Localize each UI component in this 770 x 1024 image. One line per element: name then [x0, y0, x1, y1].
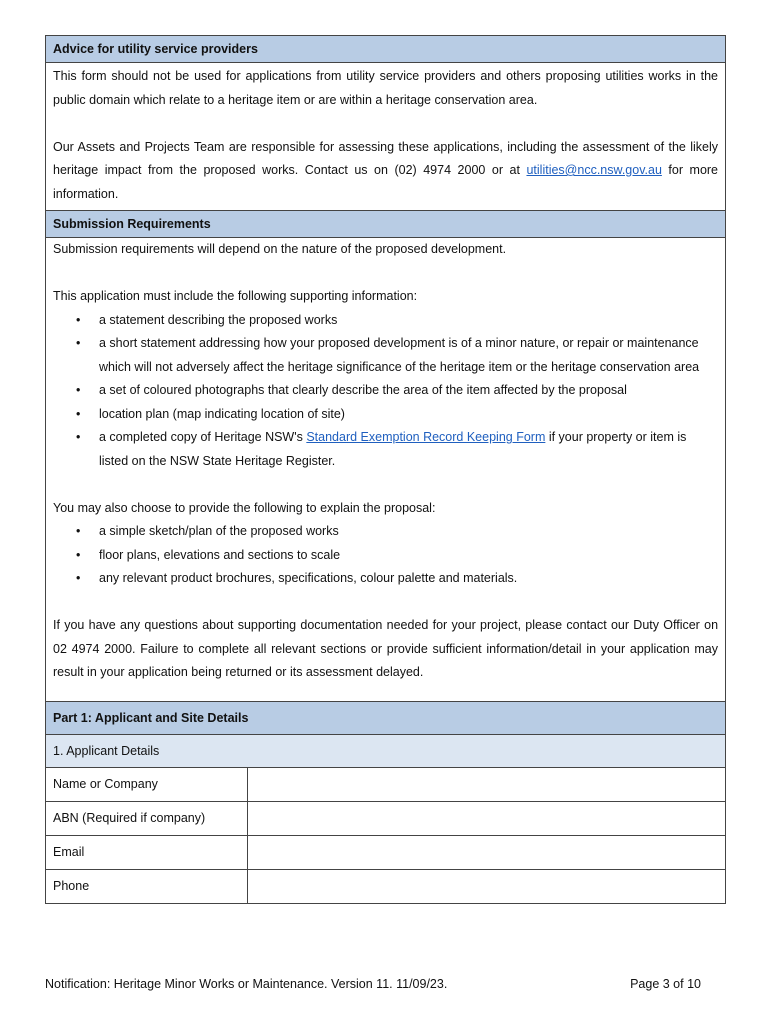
part1-heading: Part 1: Applicant and Site Details [46, 701, 726, 734]
list-item-text-end: if your property or item is listed on the NSW State Heritage Register. [99, 430, 687, 468]
footer-document-info: Notification: Heritage Minor Works or Maintenance. Version 11. 11/09/23. [45, 977, 448, 991]
submission-heading: Submission Requirements [46, 211, 726, 238]
advice-body [46, 63, 726, 211]
applicant-details-heading: 1. Applicant Details [46, 734, 726, 767]
advice-paragraph-2 [53, 136, 718, 207]
must-include-intro: This application must include the following supporting information: [53, 289, 418, 303]
abn-label: ABN (Required if company) [46, 801, 248, 835]
email-label: Email [46, 835, 248, 869]
list-item-text: a completed copy of Heritage NSW's [99, 430, 307, 444]
record-keeping-form-link[interactable]: Standard Exemption Record Keeping Form [306, 430, 546, 444]
submission-body [46, 238, 726, 702]
utilities-email-link[interactable]: utilities@ncc.nsw.gov.au [526, 163, 662, 177]
list-item: • a statement describing the proposed works [99, 309, 718, 333]
optional-list [53, 520, 718, 591]
list-item: • a simple sketch/plan of the proposed works [99, 520, 718, 544]
closing-paragraph: If you have any questions about supporting documentation needed for your project, please contact our Duty Officer on 02 4974 2000. Failure to complete all relevant sections or provide sufficient information/detail in your application may result in your application being returned or its assessment delayed. [53, 618, 719, 679]
list-item: • floor plans, elevations and sections to scale [99, 544, 718, 568]
optional-intro: You may also choose to provide the following to explain the proposal: [53, 500, 436, 515]
advice-paragraph-2-end: for more information. [53, 163, 719, 201]
phone-label: Phone [46, 869, 248, 903]
list-item: • a set of coloured photographs that clearly describe the area of the item affected by the proposal [99, 379, 718, 403]
name-label: Name or Company [46, 767, 248, 801]
submission-intro: Submission requirements will depend on the nature of the proposed development. [53, 242, 507, 256]
list-item: • a short statement addressing how your proposed development is of a minor nature, or repair or maintenance which will not adversely affect the heritage significance of the heritage item or the heritage conservation area [99, 332, 718, 379]
abn-input[interactable] [248, 801, 726, 835]
advice-paragraph-1: This form should not be used for applications from utility service providers and others proposing utilities works in the public domain which relate to a heritage item or are within a heritage conservation area. [53, 69, 719, 107]
form-page [45, 35, 725, 904]
list-item: • location plan (map indicating location of site) [99, 403, 718, 427]
email-input[interactable] [248, 835, 726, 869]
advice-paragraph-2-text: Our Assets and Projects Team are responsible for assessing these applications, including the assessment of the likely heritage impact from the proposed works. Contact us on (02) 4974 2000 or at [53, 139, 719, 177]
list-item [99, 426, 718, 473]
advice-heading: Advice for utility service providers [46, 36, 726, 63]
name-input[interactable] [248, 767, 726, 801]
phone-input[interactable] [248, 869, 726, 903]
required-list [53, 309, 718, 474]
page-number: Page 3 of 10 [630, 977, 701, 991]
list-item: • any relevant product brochures, specifications, colour palette and materials. [99, 567, 718, 591]
form-table [45, 35, 726, 904]
